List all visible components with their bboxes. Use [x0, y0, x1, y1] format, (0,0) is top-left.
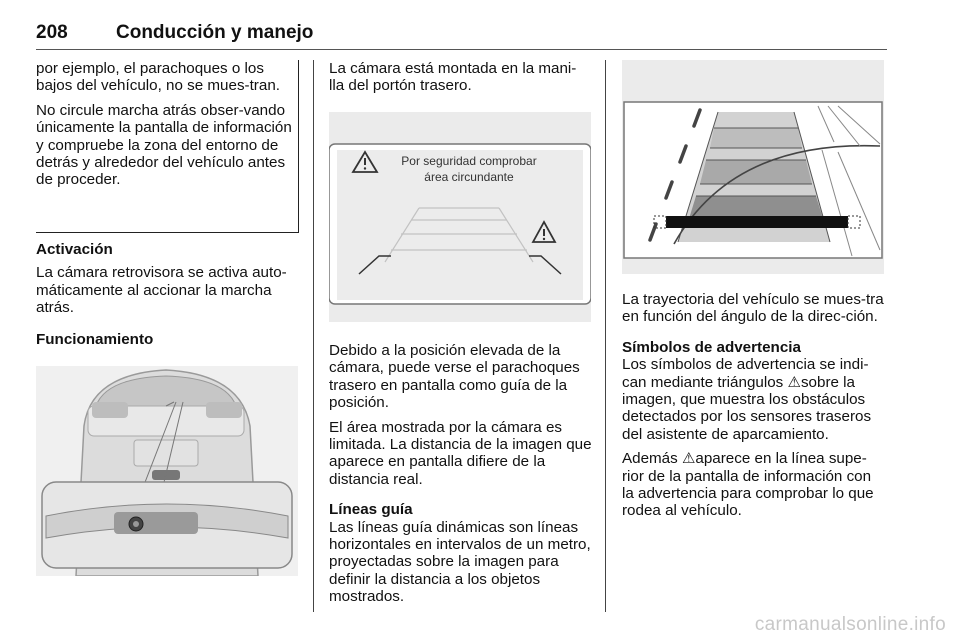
camera-mount-text: La cámara está montada en la mani-lla del portón trasero.: [329, 60, 577, 95]
warning-triangle-icon: ⚠: [787, 373, 801, 391]
area-text: El área mostrada por la cámara es limitada. La distancia de la imagen que aparece en pantalla difiere de la distancia real.: [329, 418, 592, 488]
trajectory-text: La trayectoria del vehículo se mues-tra en función del ángulo de la direc-ción.: [622, 291, 884, 326]
camera-screen-figure: [329, 112, 591, 322]
column-divider-1: [313, 60, 314, 612]
ademas-text: [622, 450, 886, 520]
screen-message-line-2: área circundante: [424, 170, 514, 184]
bumper-text: Debido a la posición elevada de la cámara, puede verse el parachoques trasero en pantalla como guía de la posición.: [329, 342, 580, 412]
trajectory-figure: [622, 60, 884, 274]
column-2: [329, 60, 591, 95]
simbolos-heading: Símbolos de advertencia: [622, 338, 801, 356]
page-header: [36, 22, 886, 50]
display-illustration: [329, 112, 591, 322]
simbolos-text: [622, 356, 886, 443]
funcionamiento-heading: Funcionamiento: [36, 330, 154, 348]
activacion-text: La cámara retrovisora se activa auto-máticamente al accionar la marcha atrás.: [36, 264, 287, 317]
camera-location-figure: [36, 366, 298, 576]
car-rear-illustration: [36, 366, 298, 576]
ademas-text-b: aparece en la línea supe-rior de la pantalla de información con la advertencia para comprobar lo que rodea al vehículo.: [622, 450, 874, 520]
column-2-body: [329, 342, 593, 606]
activacion-section: [36, 241, 300, 348]
column-divider-2: [605, 60, 606, 612]
lineas-heading: Líneas guía: [329, 501, 413, 519]
warning-box: [36, 60, 299, 233]
page-number: 208: [36, 22, 68, 43]
screen-message-line-1: Por seguridad comprobar: [401, 154, 537, 168]
warning-text-1: por ejemplo, el parachoques o los bajos del vehículo, no se mues-tran.: [36, 60, 280, 95]
footer-watermark: carmanualsonline.info: [754, 614, 946, 635]
trajectory-illustration: [622, 60, 884, 274]
activacion-heading: Activación: [36, 241, 113, 258]
warning-text-2: No circule marcha atrás obser-vando únicamente la pantalla de información y compruebe la zona del entorno de detrás y alrededor del vehículo antes de proceder.: [36, 101, 292, 189]
lineas-text: Las líneas guía dinámicas son líneas horizontales en intervalos de un metro, proyectadas sobre la imagen para definir la distancia a los objetos mostrados.: [329, 518, 591, 606]
header-rule: [36, 49, 887, 50]
warning-triangle-icon: ⚠: [681, 450, 696, 468]
simbolos-text-a: Los símbolos de advertencia se indi-can mediante triángulos: [622, 356, 869, 391]
column-3-body: [622, 291, 886, 520]
ademas-text-a: Además: [622, 450, 678, 468]
page-title: Conducción y manejo: [116, 22, 314, 43]
simbolos-text-b: sobre la imagen, que muestra los obstáculos detectados por los sensores traseros del asistente de aparcamiento.: [622, 373, 872, 443]
